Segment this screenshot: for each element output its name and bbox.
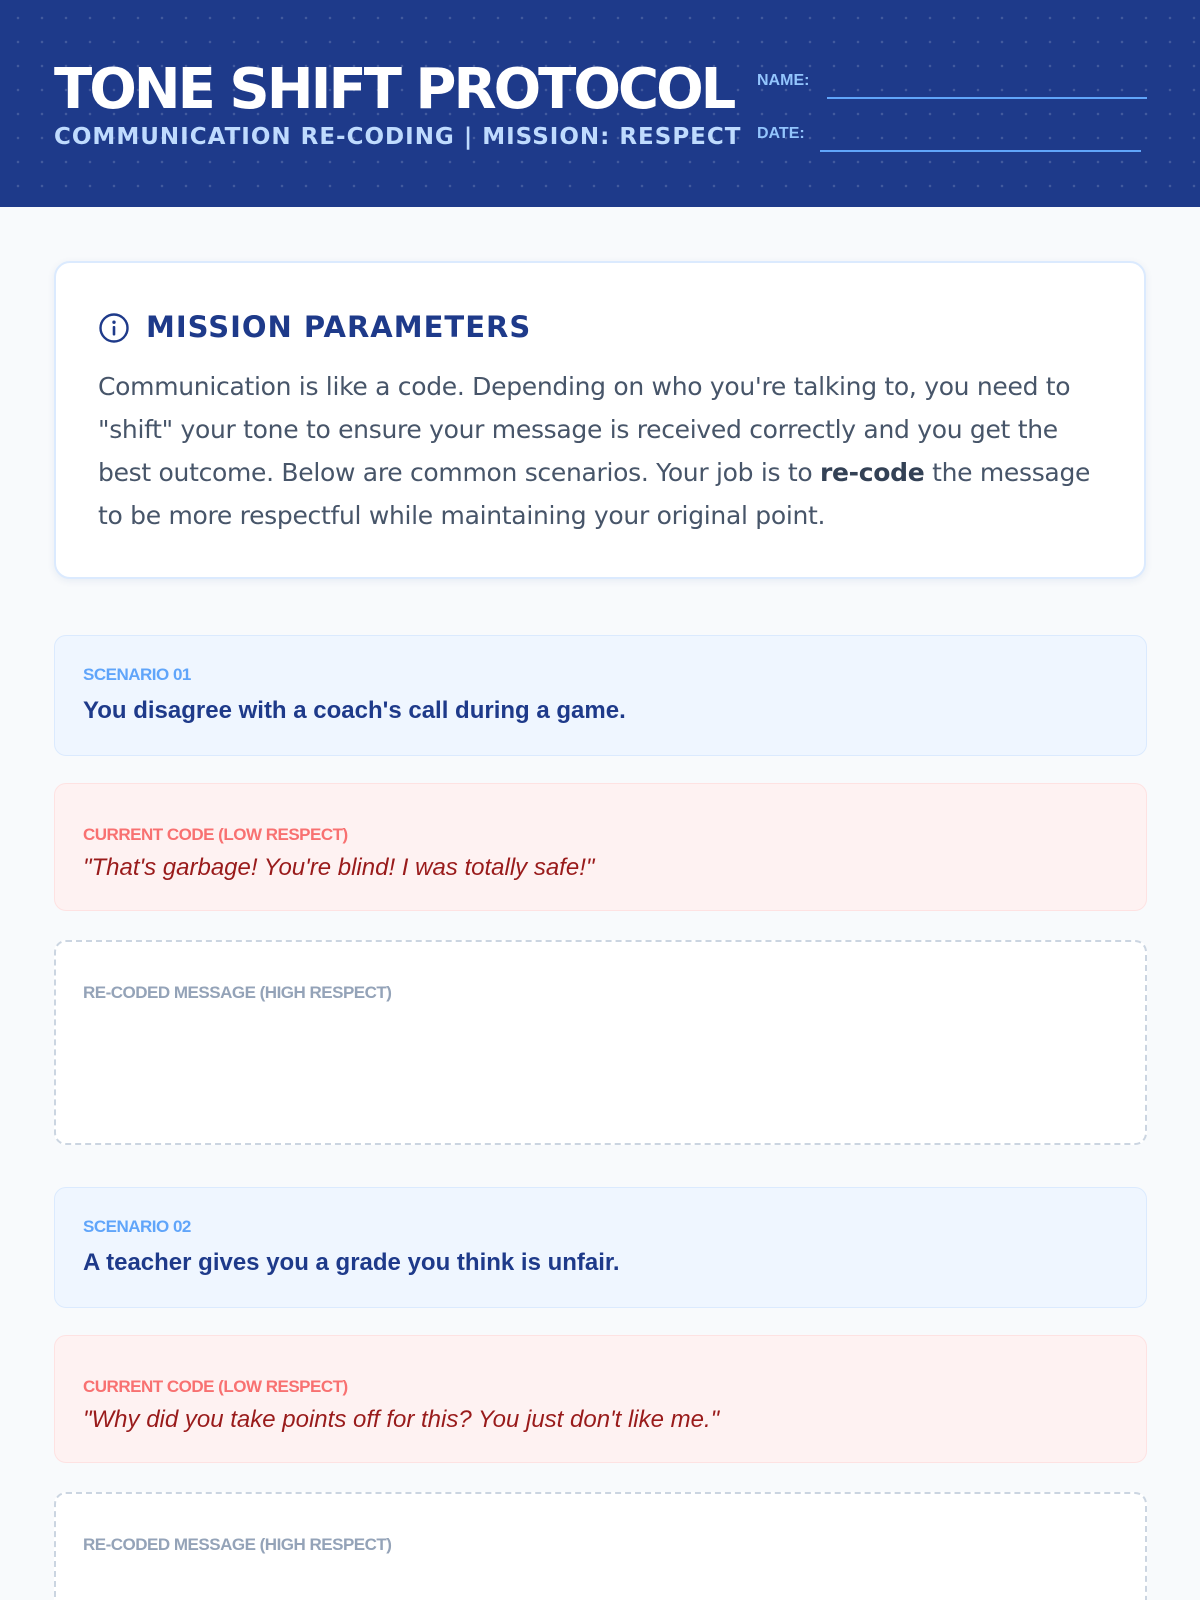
page-subtitle: COMMUNICATION RE-CODING | MISSION: RESPECT [54, 124, 742, 150]
current-code-label: CURRENT CODE (LOW RESPECT) [83, 1377, 348, 1396]
current-code-text: "Why did you take points off for this? You just don't like me." [83, 1406, 720, 1433]
header-banner [0, 0, 1200, 207]
mission-parameters-heading: MISSION PARAMETERS [146, 310, 532, 344]
recoded-message-label: RE-CODED MESSAGE (HIGH RESPECT) [83, 983, 392, 1002]
current-code-card [54, 783, 1147, 911]
scenario-card [54, 1187, 1147, 1308]
current-code-text: "That's garbage! You're blind! I was totally safe!" [83, 854, 595, 881]
current-code-card [54, 1335, 1147, 1463]
mission-parameters-card [54, 261, 1146, 579]
date-label: DATE: [757, 125, 805, 142]
recoded-message-box[interactable] [54, 940, 1147, 1145]
recoded-message-label: RE-CODED MESSAGE (HIGH RESPECT) [83, 1535, 392, 1554]
scenario-card [54, 635, 1147, 756]
mission-parameters-text: Communication is like a code. Depending on who you're talking to, you need to "shift" your tone to ensure your message is received correctly and you get the best outcome. Below are common scenarios. Your job is to re-code the message to be more respectful while maintaining your original point. [98, 372, 1091, 530]
re-code-emphasis: re-code [820, 458, 925, 487]
scenario-label: SCENARIO 01 [83, 665, 191, 684]
scenario-text: You disagree with a coach's call during a game. [83, 697, 626, 724]
page-title: TONE SHIFT PROTOCOL [54, 57, 734, 122]
name-label: NAME: [757, 72, 810, 89]
name-field[interactable] [827, 97, 1147, 99]
info-icon [98, 312, 130, 344]
scenario-text: A teacher gives you a grade you think is unfair. [83, 1249, 620, 1276]
current-code-label: CURRENT CODE (LOW RESPECT) [83, 825, 348, 844]
date-field[interactable] [820, 150, 1141, 152]
recoded-message-box[interactable] [54, 1492, 1147, 1600]
scenario-label: SCENARIO 02 [83, 1217, 191, 1236]
